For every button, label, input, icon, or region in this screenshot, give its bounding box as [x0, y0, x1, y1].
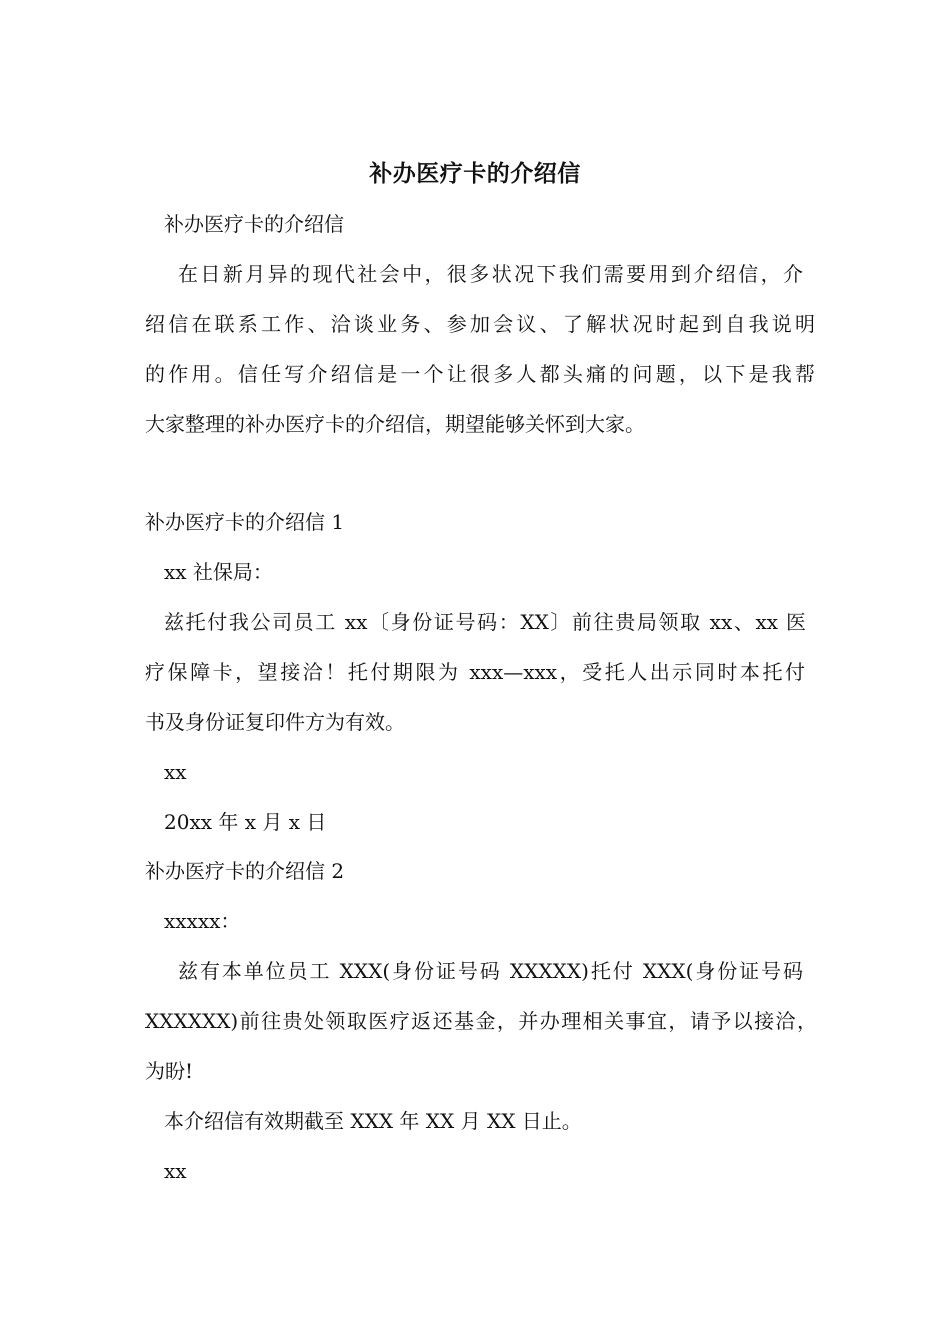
letter2-body-line-2: XXXXXX)前往贵处领取医疗返还基金，并办理相关事宜，请予以接洽， [145, 1009, 817, 1033]
letter2-salutation: xxxxx： [164, 909, 241, 933]
letter1-heading: 补办医疗卡的介绍信 1 [145, 510, 345, 534]
letter2-signature: xx [164, 1159, 187, 1183]
document-title: 补办医疗卡的介绍信 [369, 160, 581, 187]
letter2-validity: 本介绍信有效期截至 XXX 年 XX 月 XX 日止。 [164, 1109, 582, 1133]
letter2-body-line-3: 为盼! [145, 1059, 194, 1083]
letter2-body-line-1: 兹有本单位员工 XXX(身份证号码 XXXXX)托付 XXX(身份证号码 [178, 959, 803, 983]
letter1-date: 20xx 年 x 月 x 日 [164, 810, 327, 834]
intro-line-2: 绍信在联系工作、洽谈业务、参加会议、了解状况时起到自我说明 [145, 312, 815, 336]
letter1-signature: xx [164, 760, 187, 784]
intro-line-4: 大家整理的补办医疗卡的介绍信，期望能够关怀到大家。 [145, 412, 645, 436]
letter1-body-line-3: 书及身份证复印件方为有效。 [145, 710, 405, 734]
letter1-body-line-2: 疗保障卡，望接洽！托付期限为 xxx—xxx，受托人出示同时本托付 [145, 660, 805, 684]
intro-line-3: 的作用。信任写介绍信是一个让很多人都头痛的问题，以下是我帮 [145, 362, 815, 386]
letter2-heading: 补办医疗卡的介绍信 2 [145, 859, 345, 883]
document-subtitle: 补办医疗卡的介绍信 [164, 212, 344, 236]
intro-line-1: 在日新月异的现代社会中，很多状况下我们需要用到介绍信，介 [178, 262, 803, 286]
letter1-salutation: xx 社保局： [164, 560, 273, 584]
letter1-body-line-1: 兹托付我公司员工 xx〔身份证号码：XX〕前往贵局领取 xx、xx 医 [164, 610, 806, 634]
